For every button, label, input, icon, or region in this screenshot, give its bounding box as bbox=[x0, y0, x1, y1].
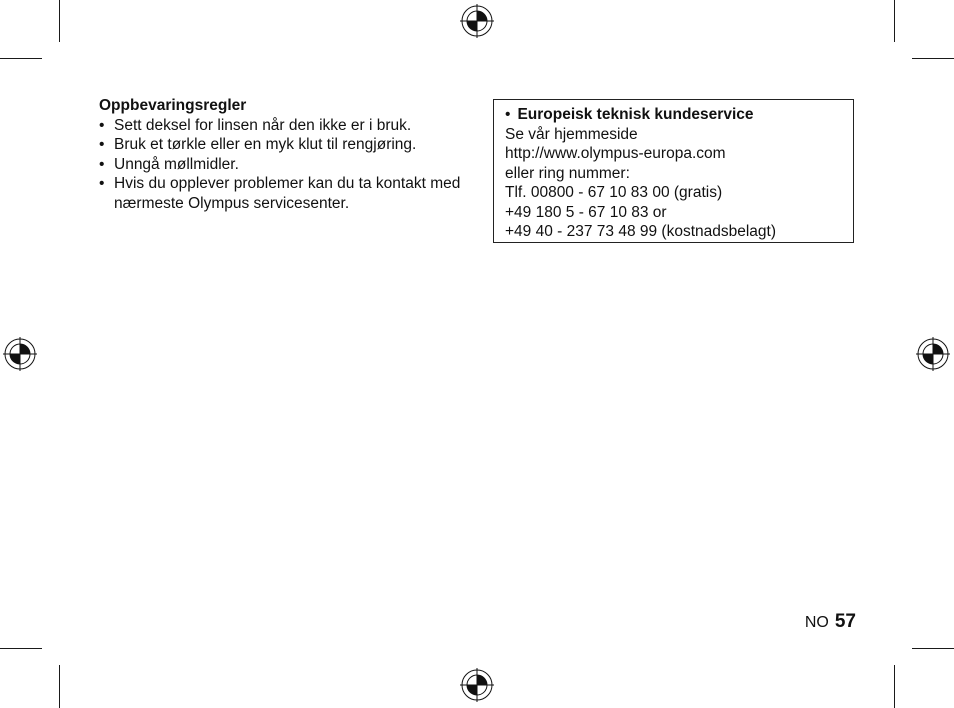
list-item bbox=[99, 135, 479, 155]
crop-mark bbox=[894, 665, 895, 708]
registration-mark-icon bbox=[3, 337, 37, 371]
list-item-text: Unngå møllmidler. bbox=[114, 155, 239, 173]
bullet-icon: • bbox=[505, 106, 511, 123]
list-item-text: Hvis du opplever problemer kan du ta kontakt med nærmeste Olympus servicesenter. bbox=[114, 175, 461, 212]
support-phone: +49 40 - 237 73 48 99 (kostnadsbelagt) bbox=[505, 223, 777, 240]
support-url: http://www.olympus-europa.com bbox=[505, 145, 726, 162]
support-phone: Tlf. 00800 - 67 10 83 00 (gratis) bbox=[505, 184, 723, 201]
list-item bbox=[99, 155, 479, 175]
storage-list bbox=[99, 116, 479, 214]
list-item-text: Bruk et tørkle eller en myk klut til rengjøring. bbox=[114, 136, 417, 154]
support-box-title bbox=[505, 105, 853, 125]
bullet-icon: • bbox=[99, 116, 105, 134]
storage-section bbox=[99, 96, 479, 214]
page-number: 57 bbox=[834, 611, 856, 632]
crop-mark bbox=[912, 648, 954, 649]
bullet-icon: • bbox=[99, 155, 105, 173]
list-item bbox=[99, 174, 479, 213]
list-item-text: Sett deksel for linsen når den ikke er i bruk. bbox=[114, 116, 412, 134]
support-line: Se vår hjemmeside bbox=[505, 125, 638, 143]
storage-heading: Oppbevaringsregler bbox=[99, 97, 247, 114]
list-item bbox=[99, 116, 479, 136]
support-phone: +49 180 5 - 67 10 83 or bbox=[505, 203, 667, 221]
crop-mark bbox=[0, 58, 42, 59]
bullet-icon: • bbox=[99, 175, 105, 193]
support-box bbox=[493, 99, 854, 243]
registration-mark-icon bbox=[916, 337, 950, 371]
registration-mark-icon bbox=[460, 668, 494, 702]
support-line: eller ring nummer: bbox=[505, 164, 630, 182]
crop-mark bbox=[59, 0, 60, 42]
crop-mark bbox=[912, 58, 954, 59]
bullet-icon: • bbox=[99, 136, 105, 154]
language-code: NO bbox=[804, 614, 829, 631]
crop-mark bbox=[894, 0, 895, 42]
support-box-title-text: Europeisk teknisk kundeservice bbox=[517, 106, 754, 123]
registration-mark-icon bbox=[460, 4, 494, 38]
crop-mark bbox=[0, 648, 42, 649]
page-footer bbox=[805, 611, 856, 633]
crop-mark bbox=[59, 665, 60, 708]
